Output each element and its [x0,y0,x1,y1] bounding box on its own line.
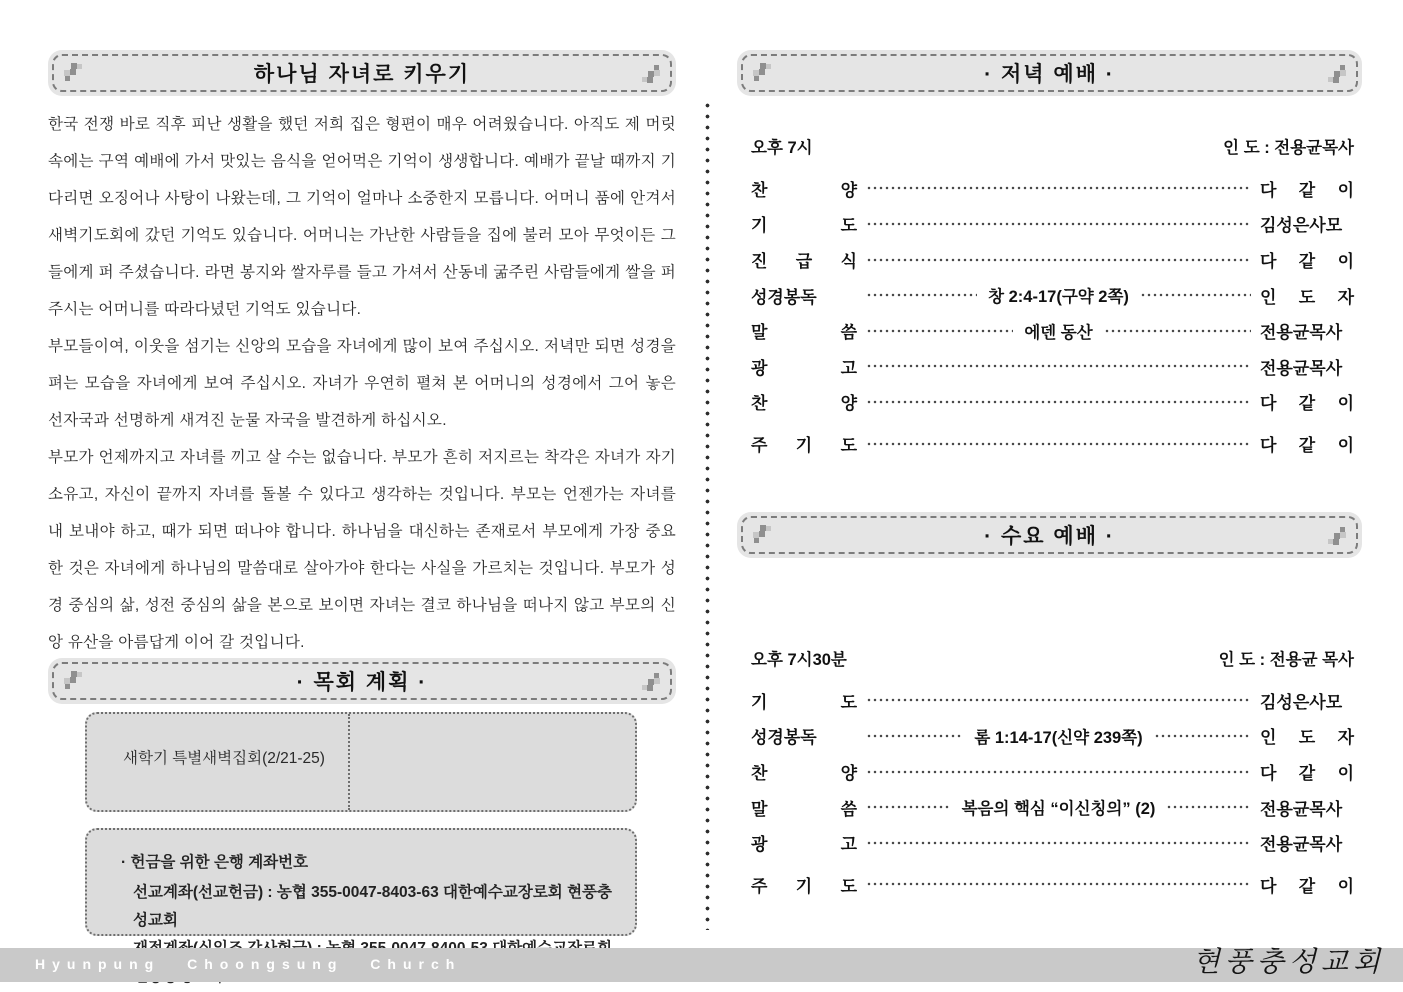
service-row [737,277,1364,313]
dotted-leader [866,358,1251,374]
service-item-person: 다 같 이 [1260,394,1354,414]
service-row [737,384,1364,420]
service-row [737,242,1364,278]
dotted-leader [1104,323,1251,339]
service-item-person: 다 같 이 [1260,180,1354,200]
evening-leader: 인 도 : 전용균목사 [1223,138,1354,157]
service-row [737,349,1364,385]
service-item-person: 전용균목사 [1260,799,1343,819]
service-row [737,683,1364,719]
service-row [737,171,1364,207]
plan-header-box [48,658,676,704]
article-paragraph: 한국 전쟁 바로 직후 피난 생활을 했던 저희 집은 형편이 매우 어려웠습니다. 아직도 제 머릿속에는 구역 예배에 가서 맛있는 음식을 얻어먹은 기억이 생생합니다. 예배가 끝날 때까지 기다리면 오징어나 사탕이 나왔는데, 그 기억이 얼마나 소중한지 모릅니다. 어머니 품에 안겨서 새벽기도회에 갔던 기억도 있습니다. 어머니는 가난한 사람들을 집에 불러 모아 무엇이든 그들에게 퍼 주셨습니다. 라면 봉지와 쌀자루를 들고 가셔서 산동네 굶주린 사람들에게 쌀을 퍼 주시는 어머니를 따라다녔던 기억도 있습니다. [48,116,676,318]
pixel-corner-icon [640,63,660,83]
dotted-leader [866,394,1251,410]
service-item-person: 전용균목사 [1260,835,1343,855]
wednesday-leader: 인 도 : 전용균 목사 [1218,650,1354,669]
evening-order [737,128,1364,461]
service-row [737,789,1364,825]
dotted-leader [866,764,1251,780]
service-item-label: 기 도 [751,216,857,236]
wednesday-title: · 수요 예배 · [984,525,1115,548]
plan-box [85,712,637,812]
service-item-person: 다 같 이 [1260,876,1354,896]
pixel-corner-icon [64,63,84,83]
service-item-person: 인 도 자 [1260,287,1355,307]
service-item-label: 진 급 식 [751,252,857,272]
service-item-label: 말 씀 [751,323,857,343]
service-item-person: 전용균목사 [1260,323,1343,343]
dotted-leader [866,180,1251,196]
service-item-label: 말 씀 [751,799,857,819]
wednesday-time-row [737,640,1364,676]
service-item-label: 찬 양 [751,180,857,200]
article-body [48,106,676,703]
page-divider-dotted-line [705,100,710,930]
service-row [737,754,1364,790]
dotted-leader [1140,287,1251,303]
service-item-label: 기 도 [751,692,857,712]
service-row [737,426,1364,462]
service-item-label: 찬 양 [751,764,857,784]
service-item-label: 광 고 [751,358,857,378]
service-item-detail: 창 2:4-17(구약 2쪽) [988,288,1129,307]
service-item-person: 김성은사모 [1260,692,1343,712]
service-item-person: 김성은사모 [1260,216,1343,236]
service-item-detail: 에덴 동산 [1024,323,1093,342]
dotted-leader [866,728,963,744]
plan-cell-left: 새학기 특별새벽집회(2/21-25) [87,714,350,810]
dotted-leader [866,323,1013,339]
service-item-person: 다 같 이 [1260,764,1354,784]
pixel-corner-icon [753,525,773,545]
service-row [737,313,1364,349]
service-row [737,206,1364,242]
service-item-label: 성경봉독 [751,728,817,748]
service-item-detail: 복음의 핵심 “이신칭의” (2) [961,800,1156,819]
dotted-leader [866,799,951,815]
church-name-korean-calligraphy: 현풍충성교회 [1192,947,1385,978]
dotted-leader [866,252,1251,268]
service-item-person: 전용균목사 [1260,358,1343,378]
wednesday-header-frame [741,516,1358,554]
dotted-leader [866,876,1251,892]
church-name-english: Hyunpung Choongsung Church [35,956,462,972]
article-paragraph: 부모들이여, 이웃을 섬기는 신앙의 모습을 자녀에게 많이 보여 주십시오. 저녁만 되면 성경을 펴는 모습을 자녀에게 보여 주십시오. 자녀가 우연히 펼쳐 본 어머니의 성경에서 그어 놓은 선자국과 선명하게 새겨진 눈물 자국을 발견하게 하십시오. [48,338,676,429]
plan-title: · 목회 계획 · [296,671,428,694]
wednesday-order [737,640,1364,902]
pixel-corner-icon [753,63,773,83]
dotted-leader [866,287,977,303]
article-header-frame [52,54,672,92]
dotted-leader [1154,728,1251,744]
dotted-leader [866,216,1251,232]
service-item-label: 주 기 도 [751,436,857,456]
pixel-corner-icon [640,671,660,691]
service-item-label: 성경봉독 [751,287,817,307]
plan-header-frame [52,662,672,700]
evening-time: 오후 7시 [751,138,813,157]
evening-time-row [737,128,1364,164]
dotted-leader [866,692,1251,708]
bank-account-box [85,828,637,936]
plan-cell-right [350,714,635,810]
service-item-person: 인 도 자 [1260,728,1355,748]
service-row [737,718,1364,754]
pixel-corner-icon [1326,525,1346,545]
dotted-leader [866,835,1251,851]
service-item-label: 주 기 도 [751,876,857,896]
evening-title: · 저녁 예배 · [984,63,1115,86]
service-row [737,867,1364,903]
wednesday-header-box [737,512,1362,558]
dotted-leader [1166,799,1251,815]
bank-mission-account: 선교계좌(선교헌금) : 농협 355-0047-8403-63 대한예수교장로회 현풍충성교회 [133,884,613,929]
pixel-corner-icon [1326,63,1346,83]
evening-header-box [737,50,1362,96]
service-item-person: 다 같 이 [1260,252,1354,272]
service-item-detail: 롬 1:14-17(신약 239쪽) [974,728,1143,747]
service-item-label: 찬 양 [751,394,857,414]
article-title: 하나님 자녀로 키우기 [253,63,471,86]
service-row [737,825,1364,861]
service-item-label: 광 고 [751,835,857,855]
wednesday-time: 오후 7시30분 [751,650,847,669]
dotted-leader [866,436,1251,452]
evening-header-frame [741,54,1358,92]
bank-heading: · 헌금을 위한 은행 계좌번호 [121,854,309,871]
service-item-person: 다 같 이 [1260,436,1354,456]
article-paragraph: 부모가 언제까지고 자녀를 끼고 살 수는 없습니다. 부모가 흔히 저지르는 착각은 자녀가 자기 소유고, 자신이 끝까지 자녀를 돌볼 수 있다고 생각하는 것입니다. 부모는 언젠가는 자녀를 내 보내야 하고, 때가 되면 떠나야 합니다. 하나님을 대신하는 존재로서 부모에게 가장 중요한 것은 자녀에게 하나님의 말씀대로 살아가야 한다는 사실을 가르치는 것입니다. 부모가 성경 중심의 삶, 성전 중심의 삶을 본으로 보이면 자녀는 결코 하나님을 떠나지 않고 부모의 신앙 유산을 아름답게 이어 갈 것입니다. [48,449,676,651]
article-header-box [48,50,676,96]
pixel-corner-icon [64,671,84,691]
